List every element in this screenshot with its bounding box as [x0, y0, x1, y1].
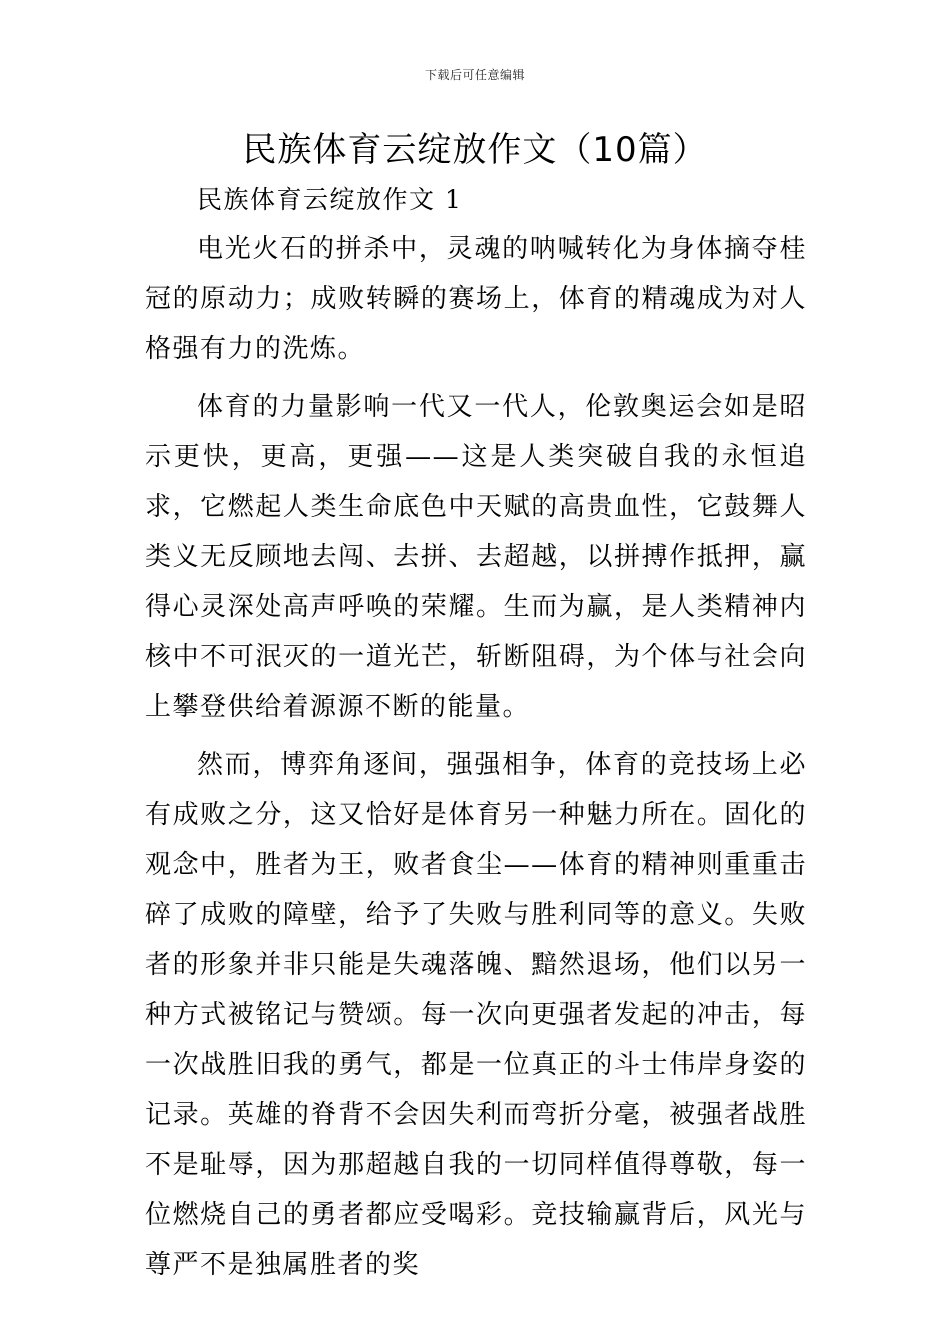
- paragraph-1: 电光火石的拼杀中，灵魂的呐喊转化为身体摘夺桂冠的原动力；成败转瞬的赛场上，体育的精魂成为对人格强有力的洗炼。: [145, 234, 807, 364]
- header-note: 下载后可任意编辑: [424, 68, 525, 82]
- document-body: [145, 176, 807, 1298]
- paragraph-3: 然而，博弈角逐间，强强相争，体育的竞技场上必有成败之分，这又恰好是体育另一种魅力所在。固化的观念中，胜者为王，败者食尘——体育的精神则重重击碎了成败的障壁，给予了失败与胜利同等的意义。失败者的形象并非只能是失魂落魄、黯然退场，他们以另一种方式被铭记与赞颂。每一次向更强者发起的冲击，每一次战胜旧我的勇气，都是一位真正的斗士伟岸身姿的记录。英雄的脊背不会因失利而弯折分毫，被强者战胜不是耻辱，因为那超越自我的一切同样值得尊敬，每一位燃烧自己的勇者都应受喝彩。竞技输赢背后，风光与尊严不是独属胜者的奖: [145, 750, 807, 1280]
- paragraph-2: 体育的力量影响一代又一代人，伦敦奥运会如是昭示更快，更高，更强——这是人类突破自我的永恒追求，它燃起人类生命底色中天赋的高贵血性，它鼓舞人类义无反顾地去闯、去拼、去超越，以拼搏作抵押，赢得心灵深处高声呼唤的荣耀。生而为赢，是人类精神内核中不可泯灭的一道光芒，斩断阻碍，为个体与社会向上攀登供给着源源不断的能量。: [145, 392, 807, 722]
- document-title: 民族体育云绽放作文（10篇）: [242, 130, 708, 170]
- section-title: 民族体育云绽放作文 1: [197, 185, 463, 214]
